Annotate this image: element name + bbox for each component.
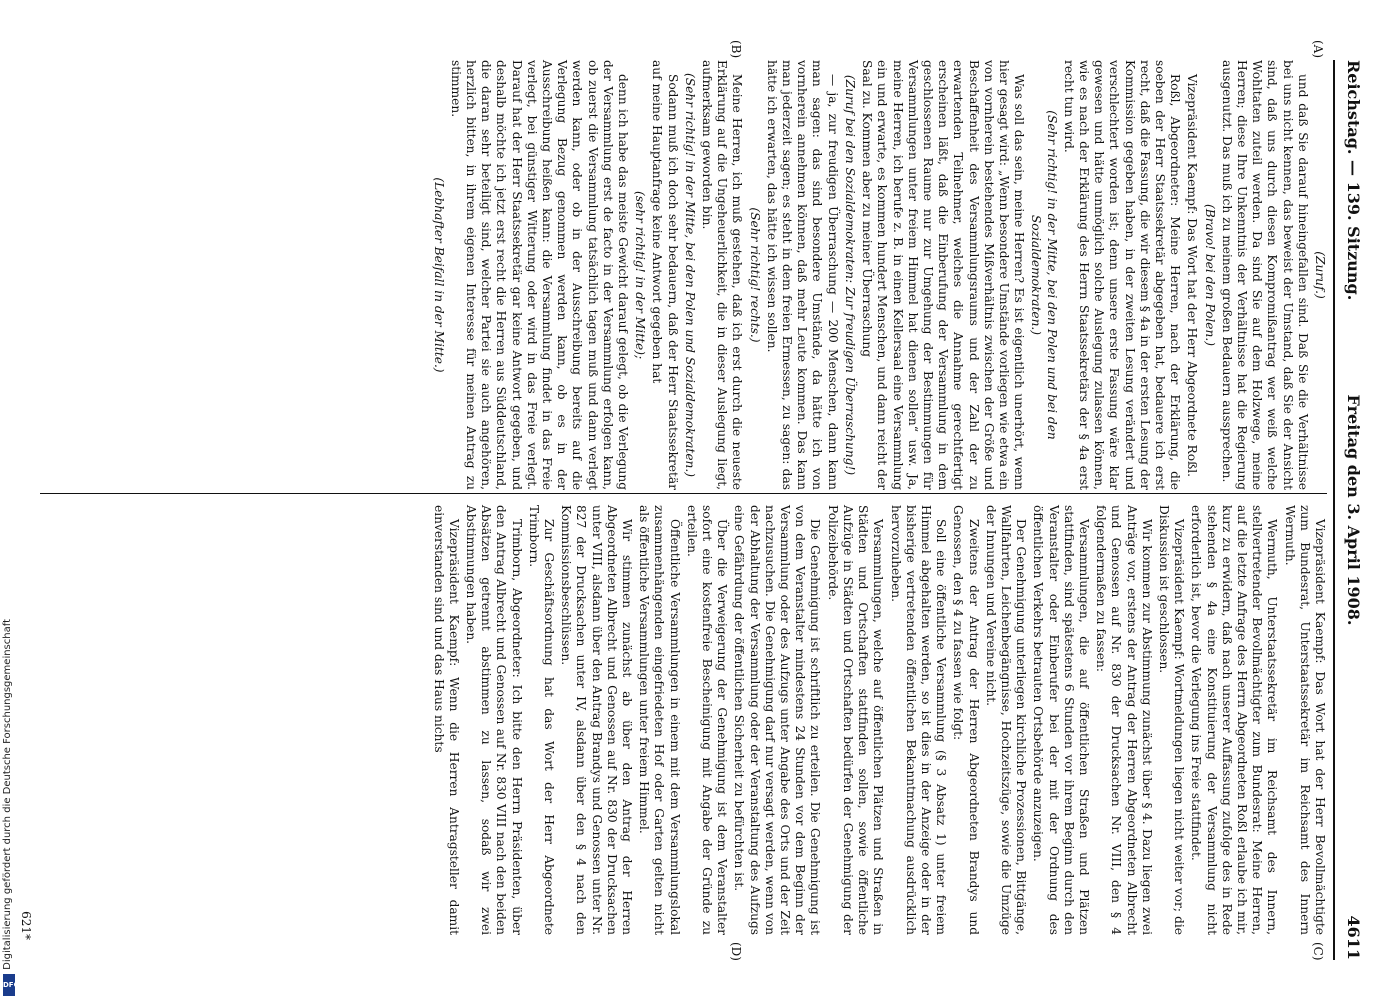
paragraph: Vizepräsident Kaempf: Das Wort hat der Herr Abgeordnete Roßl.	[1185, 74, 1200, 478]
margin-mark-c: (C)	[1311, 942, 1325, 961]
interjection: (sehr richtig! in der Mitte);	[633, 190, 648, 360]
paragraph: Soll eine öffentliche Versammlung (§ 3 Absatz 1) unter freiem Himmel abgehalten werden, so ist dies in der Anzeige oder in der bisherige vertretenden öffentlichen Bekanntmachung ausdrücklich hervorzuheben.	[888, 505, 949, 935]
paragraph: Meine Herren, ich muß gestehen, daß ich erst durch die neueste Erklärung auf die Ungeheuerlichkeit, die in dieser Auslegung liegt, aufmerksam geworden bin.	[700, 60, 745, 490]
margin-mark-b: (B)	[729, 40, 743, 59]
paragraph: Wir stimmen zunächst ab über den Antrag der Herren Abgeordneten Albrecht und Genossen auf Nr. 830 der Drucksachen unter VIII, alsdann über den Antrag Brandys und Genossen unter Nr. 827 der Drucksachen unter IV, alsdann über den § 4 nach den Kommissionsbeschlüssen.	[559, 505, 635, 935]
header-session: Reichstag. — 139. Sitzung.	[1344, 60, 1363, 301]
interjection: (Sehr richtig! in der Mitte, bei den Polen und bei den Sozialdemokraten.)	[1029, 110, 1059, 440]
paragraph: Zweitens der Antrag der Herren Abgeordneten Brandys und Genossen, den § 4 zu fassen wie folgt:	[951, 505, 981, 935]
paragraph: Sodann muß ich doch sehr bedauern, daß der Herr Staatssekretär auf meine Hauptanfrage keine Antwort gegeben hat	[650, 60, 680, 490]
paragraph: Versammlungen, welche auf öffentlichen Plätzen und Straßen in Städten und Ortschaften stattfinden sollen, sowie öffentliche Aufzüge in Städten und Ortschaften bedürfen der Genehmigung der Polizeibehörde.	[825, 505, 886, 935]
paragraph: Versammlungen, die auf öffentlichen Straßen und Plätzen stattfinden, sind spätestens 6 Stunden vor ihrem Beginn durch den Veranstalter oder Einberufer bei der mit der Ordnung des öffentlichen Verkehrs betrauten Ortsbehörde anzuzeigen.	[1031, 505, 1091, 935]
paragraph: Öffentliche Versammlungen in einem mit dem Versammlungslokal zusammenhängenden eingefriedeten Hof oder Garten gelten nicht als öffentliche Versammlungen unter freiem Himmel.	[637, 505, 682, 935]
left-column	[40, 60, 1327, 490]
interjection: (Lebhafter Beifall in der Mitte.)	[431, 177, 446, 373]
signature-mark: 621*	[19, 911, 33, 940]
margin-mark-a: (A)	[1311, 40, 1325, 59]
paragraph: denn ich habe das meiste Gewicht darauf gelegt, ob die Verlegung der Versammlung erst de facto in der Versammlung erfolgen kann, ob zuerst die Versammlung tatsächlich tagen muß und dann verlegt werden kann, oder ob in der Ausschreibung bereits auf die Verlegung Bezug genommen werden kann, ob es in der Ausschreibung heißen kann: die Versammlung findet in das Freie verlegt, bei günstiger Witterung oder wird in das Freie verlegt. Darauf hat der Herr Staatssekretär gar keine Antwort gegeben, und deshalb möchte ich jetzt erst recht die Herren aus Süddeutschland, die daran sehr beteiligt sind, welcher Partei sie auch angehören, herzlich bitten, in ihrem eigenen Interesse für meinen Antrag zu stimmen.	[448, 60, 631, 490]
paragraph: Was soll das sein, meine Herren? Es ist eigentlich unerhört, wenn hier gesagt wird: „Wenn besondere Umstände vorliegen wie etwa ein von vornherein bestehendes Mißverhältnis zwischen der Größe und Beschaffenheit des Versammlungsraums und der Zahl der zu erwartenden Teilnehmer, welches die Annahme gerechtfertigt erscheinen läßt, daß die Einberufung der Versammlung in dem geschlossenen Raume nur zur Umgehung der Bestimmungen für Versammlungen unter freiem Himmel hat dienen sollen“ usw. Ja, meine Herren, ich berufe z. B. in einen Kellersaal eine Versammlung ein und erwarte, es kommen hundert Menschen, und dann reicht der Saal zu. Kommen aber zu meiner Überraschung	[860, 60, 1027, 490]
paragraph: Zur Geschäftsordnung hat das Wort der Herr Abgeordnete Trimborn.	[526, 505, 557, 935]
paragraph: — ja, zur freudigen Überraschung — 200 Menschen, dann kann man sagen: das sind besondere Umstände, da hätte ich von vornherein annehmen können, daß mehr Leute kommen. Das kann man jederzeit sagen; es steht in dem freien Ermessen, zu sagen: das hätte ich erwarten, das hätte ich wissen sollen.	[764, 60, 840, 490]
paragraph: Wermuth, Unterstaatssekretär im Reichsamt des Innern, stellvertretender Bevollmächtigter zum Bundesrat: Meine Herren, auf die letzte Anfrage des Herrn Abgeordneten Roßl erlaube ich mir, kurz zu erwidern, daß nach unserer Auffassung zufolge des in Rede stehenden § 4a eine Konstituierung der Versammlung nicht erforderlich ist, bevor die Verlegung ins Freie stattfindet.	[1189, 505, 1280, 935]
paragraph: und daß Sie darauf hineingefallen sind. Daß Sie die Verhältnisse bei uns nicht kennen, das beweist der Umstand, daß Sie der Ansicht sind, daß uns durch diesen Kompromißantrag wer weiß welche Wohltaten zuteil werden. Da sind Sie auf dem Holzwege, meine Herren; diese Ihre Unkenntnis der Verhältnisse hat die Regierung ausgenutzt. Das muß ich zu meinem großen Bedauern aussprechen.	[1219, 60, 1310, 490]
paragraph: Über die Verweigerung der Genehmigung ist dem Veranstalter sofort eine kostenfreie Bescheinigung mit Angabe der Gründe zu erteilen.	[684, 505, 730, 935]
paragraph: Roßl, Abgeordneter: Meine Herren, nach der Erklärung, die soeben der Herr Staatssekretär abgegeben hat, bedauere ich erst recht, daß die Fassung, die wir diesem § 4a in der ersten Lesung der Kommission gegeben haben, in der zweiten Lesung verändert und verschlechtert worden ist; denn unsere erste Fassung wäre klar gewesen und hätte unmöglich solche Auslegung zulassen können, wie es nach der Erklärung des Herrn Staatssekretärs der § 4a erst recht tun wird.	[1061, 60, 1183, 490]
right-column	[40, 505, 1327, 935]
header-date: Freitag den 3. April 1908.	[1344, 394, 1363, 626]
page-header	[1333, 60, 1369, 960]
dfg-credit	[2, 6, 20, 996]
column-divider	[40, 493, 1327, 494]
margin-mark-d: (D)	[729, 942, 743, 961]
interjection: (Zuruf bei den Sozialdemokraten: Zur freudigen Überraschung!)	[842, 74, 857, 476]
paragraph: Trimborn, Abgeordneter: Ich bitte den Herrn Präsidenten, über den Antrag Albrecht und Genossen auf Nr. 830 VIII nach den beiden Absätzen getrennt abstimmen zu lassen, sodaß wir zwei Abstimmungen haben.	[464, 505, 524, 935]
interjection: (Sehr richtig! rechts.)	[747, 207, 762, 343]
dfg-credit-text: Digitalisierung gefördert durch die Deutsche Forschungsgemeinschaft	[2, 619, 13, 970]
paragraph: Der Genehmigung unterliegen kirchliche Prozessionen, Bittgänge, Wallfahrten, Leichenbegängnisse, Hochzeitszüge, sowie die Umzüge der Innungen und Vereine nicht.	[983, 505, 1029, 935]
paragraph: Vizepräsident Kaempf: Wenn die Herren Antragsteller damit einverstanden sind und das Haus nichts	[431, 505, 461, 935]
paragraph: Vizepräsident Kaempf: Wortmeldungen liegen nicht weiter vor; die Diskussion ist geschlossen.	[1156, 505, 1187, 935]
dfg-logo: DFG	[3, 974, 15, 996]
interjection: (Sehr richtig! in der Mitte, bei den Polen und Sozialdemokraten.)	[682, 72, 697, 478]
paragraph: Wir kommen zur Abstimmung zunächst über § 4. Dazu liegen zwei Anträge vor, erstens der Antrag der Herren Abgeordneten Albrecht und Genossen auf Nr. 830 der Drucksachen Nr. VIII, den § 4 folgendermaßen zu fassen:	[1094, 505, 1154, 935]
interjection: (Bravo! bei den Polen.)	[1202, 204, 1217, 346]
interjection: (Zuruf.)	[1313, 251, 1327, 299]
paragraph: Die Genehmigung ist schriftlich zu erteilen. Die Genehmigung ist von dem Veranstalter mindestens 24 Stunden vor dem Beginn der Versammlung oder des Aufzugs unter Angabe des Orts und der Zeit nachzusuchen. Die Genehmigung darf nur versagt werden, wenn von der Abhaltung der Versammlung oder der Veranstaltung des Aufzugs eine Gefährdung der öffentlichen Sicherheit zu befürchten ist.	[732, 505, 823, 935]
page-number: 4611	[1344, 915, 1363, 960]
paragraph: Vizepräsident Kaempf: Das Wort hat der Herr Bevollmächtigte zum Bundesrat, Unterstaatssekretär im Reichsamt des Innern Wermuth.	[1282, 505, 1327, 935]
